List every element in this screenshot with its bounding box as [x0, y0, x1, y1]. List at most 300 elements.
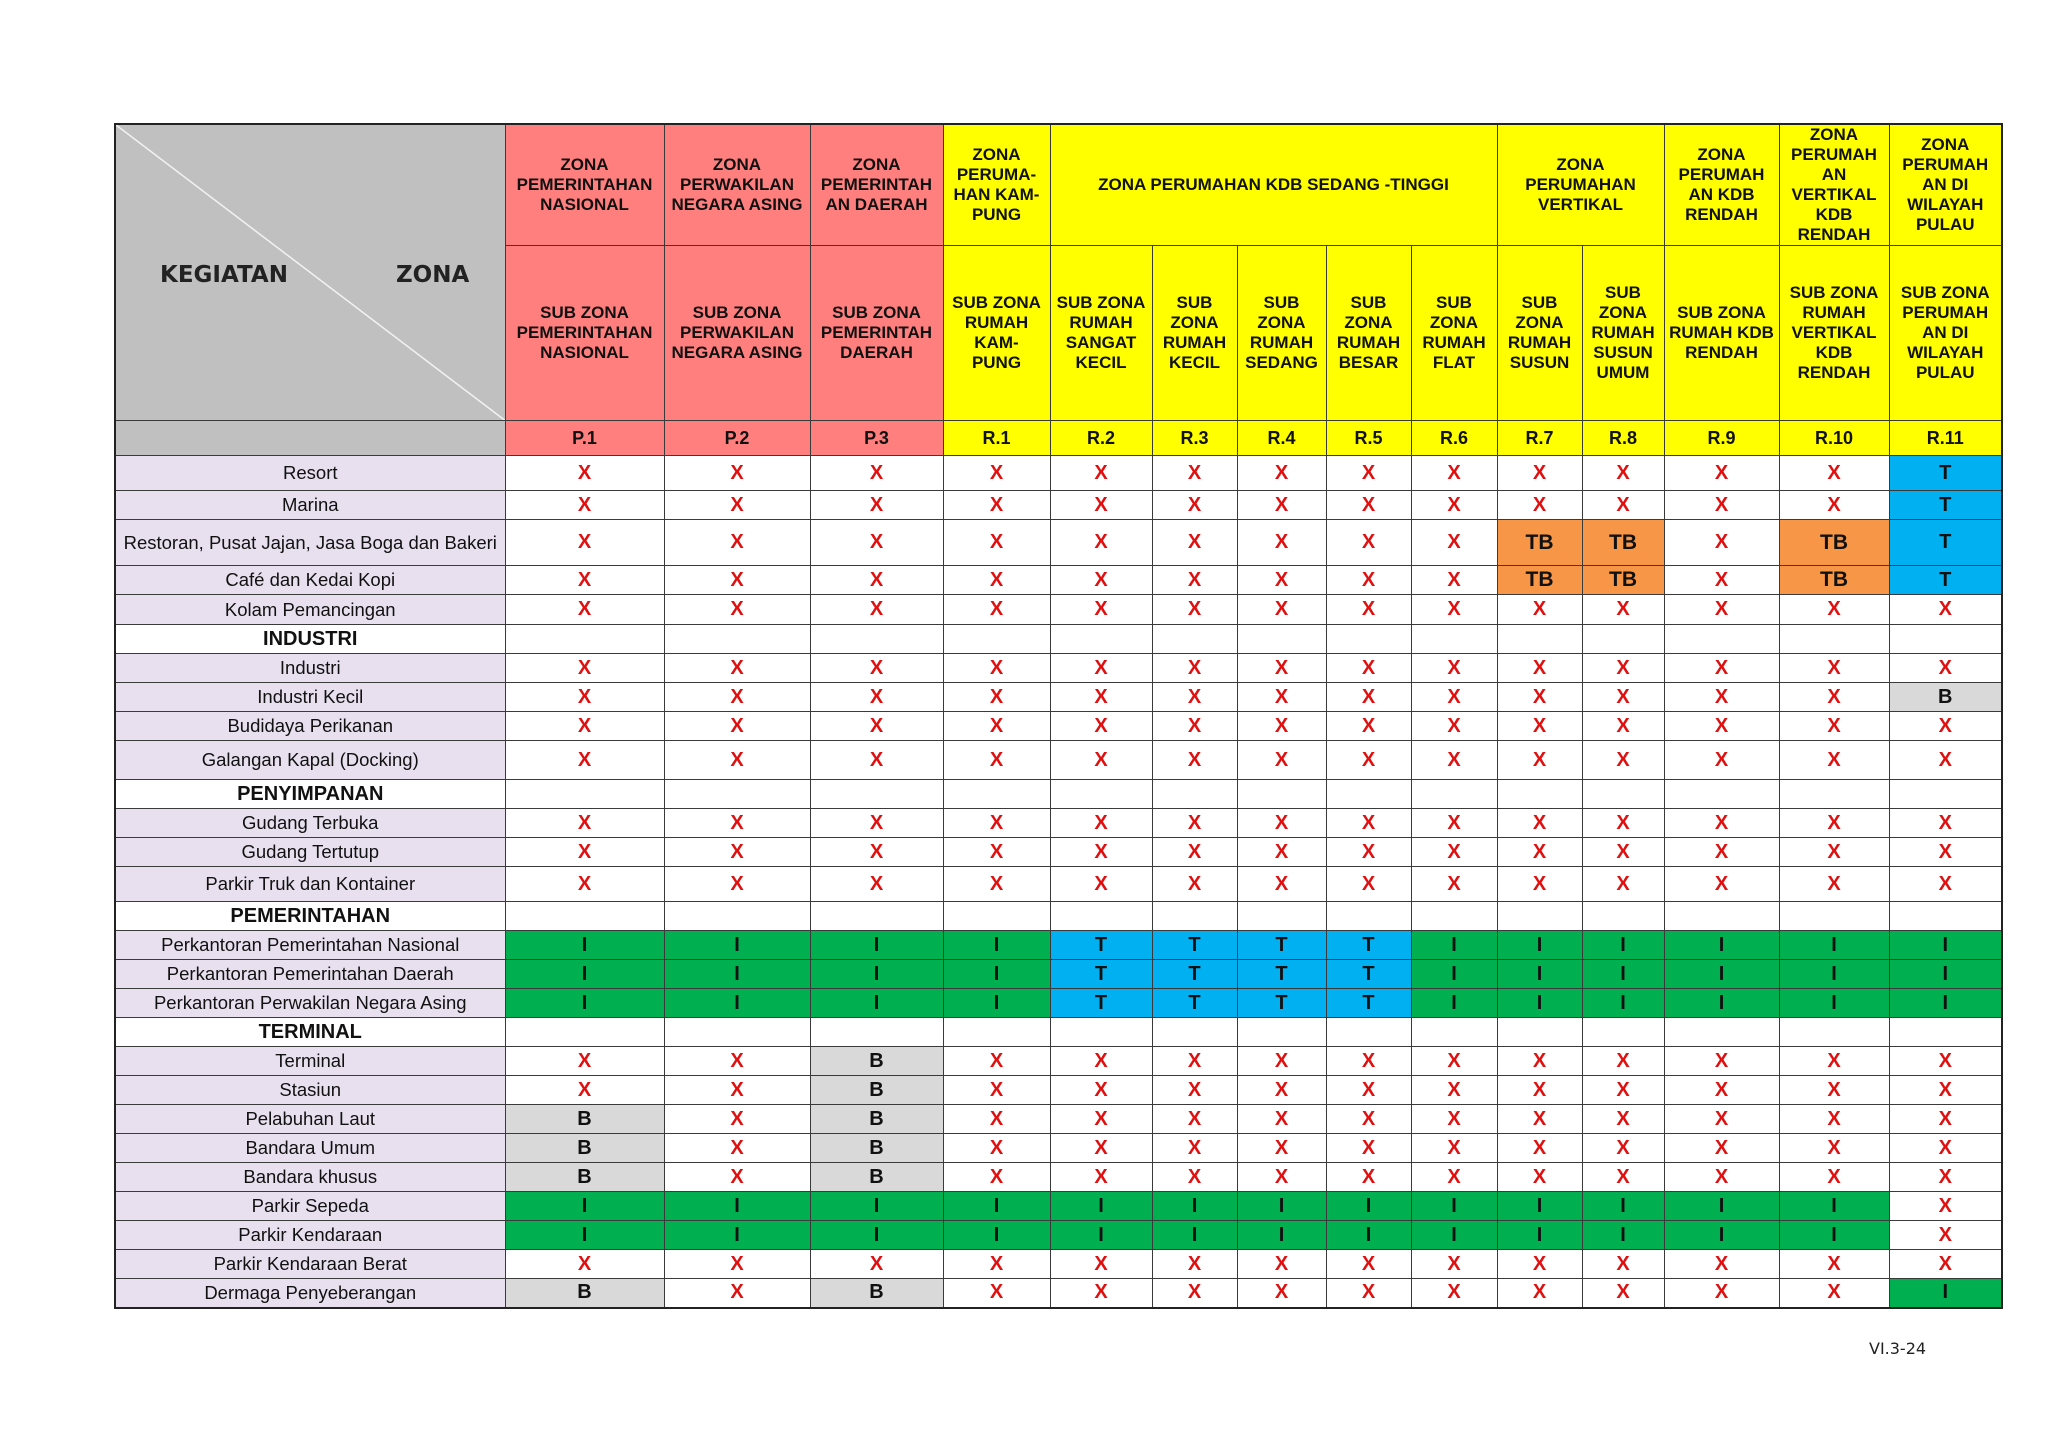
permission-cell: I	[1326, 1192, 1411, 1221]
empty-cell	[1326, 625, 1411, 654]
activity-label: Terminal	[115, 1047, 505, 1076]
permission-cell: X	[1326, 654, 1411, 683]
permission-cell: X	[1237, 1250, 1326, 1279]
permission-cell: I	[1497, 1221, 1582, 1250]
permission-cell: X	[1889, 838, 2002, 867]
permission-cell: X	[1497, 654, 1582, 683]
permission-cell: X	[505, 809, 664, 838]
permission-cell: X	[943, 838, 1050, 867]
permission-cell: X	[664, 712, 810, 741]
zone-group-header: ZONA PERUMAHAN VERTIKAL	[1497, 124, 1664, 246]
activity-label: Café dan Kedai Kopi	[115, 566, 505, 595]
activity-label: Parkir Kendaraan	[115, 1221, 505, 1250]
permission-cell: X	[1152, 1076, 1237, 1105]
activity-row	[115, 1076, 2002, 1105]
sub-zone-header: SUB ZONA RUMAH VERTIKAL KDB RENDAH	[1779, 246, 1889, 421]
permission-cell: X	[664, 867, 810, 902]
permission-cell: I	[505, 931, 664, 960]
empty-cell	[1779, 780, 1889, 809]
permission-cell: X	[1582, 491, 1664, 520]
permission-cell: I	[810, 960, 943, 989]
permission-cell: X	[1779, 1250, 1889, 1279]
activity-row	[115, 456, 2002, 491]
corner-label-zona: ZONA	[396, 262, 470, 288]
permission-cell: X	[1411, 654, 1497, 683]
permission-cell: X	[664, 456, 810, 491]
activity-row	[115, 1221, 2002, 1250]
permission-cell: I	[1889, 1279, 2002, 1308]
permission-cell: X	[810, 520, 943, 566]
permission-cell: X	[810, 491, 943, 520]
activity-row	[115, 867, 2002, 902]
activity-row	[115, 1163, 2002, 1192]
permission-cell: X	[1582, 595, 1664, 625]
permission-cell: X	[1582, 1105, 1664, 1134]
permission-cell: X	[1050, 1163, 1152, 1192]
permission-cell: X	[1889, 1221, 2002, 1250]
activity-label: Bandara khusus	[115, 1163, 505, 1192]
permission-cell: X	[1582, 1279, 1664, 1308]
permission-cell: I	[1411, 1221, 1497, 1250]
permission-cell: X	[1152, 741, 1237, 780]
category-row	[115, 780, 2002, 809]
permission-cell: I	[1582, 1221, 1664, 1250]
activity-label: Galangan Kapal (Docking)	[115, 741, 505, 780]
permission-cell: X	[1411, 741, 1497, 780]
permission-cell: X	[943, 1134, 1050, 1163]
permission-cell: I	[943, 1221, 1050, 1250]
permission-cell: X	[1497, 491, 1582, 520]
permission-cell: X	[1582, 1250, 1664, 1279]
permission-cell: X	[810, 838, 943, 867]
permission-cell: X	[1889, 595, 2002, 625]
permission-cell: X	[1497, 867, 1582, 902]
activity-row	[115, 1047, 2002, 1076]
permission-cell: X	[943, 712, 1050, 741]
permission-cell: X	[1497, 1279, 1582, 1308]
empty-cell	[1582, 1018, 1664, 1047]
empty-cell	[1497, 902, 1582, 931]
permission-cell: X	[1779, 867, 1889, 902]
empty-cell	[1497, 1018, 1582, 1047]
permission-cell: X	[1050, 712, 1152, 741]
permission-cell: X	[1497, 1134, 1582, 1163]
permission-cell: X	[1497, 838, 1582, 867]
empty-cell	[1411, 625, 1497, 654]
permission-cell: X	[1411, 595, 1497, 625]
permission-cell: I	[1582, 960, 1664, 989]
permission-cell: X	[1050, 1047, 1152, 1076]
permission-cell: X	[1152, 1163, 1237, 1192]
permission-cell: X	[505, 741, 664, 780]
permission-cell: X	[1411, 1250, 1497, 1279]
permission-cell: X	[1237, 1076, 1326, 1105]
permission-cell: X	[1411, 1047, 1497, 1076]
empty-cell	[943, 625, 1050, 654]
permission-cell: X	[505, 595, 664, 625]
permission-cell: X	[1411, 1105, 1497, 1134]
permission-cell: X	[1411, 566, 1497, 595]
permission-cell: B	[810, 1279, 943, 1308]
permission-cell: X	[664, 741, 810, 780]
permission-cell: X	[1779, 741, 1889, 780]
permission-cell: X	[664, 838, 810, 867]
permission-cell: I	[505, 1221, 664, 1250]
permission-cell: X	[1582, 1076, 1664, 1105]
permission-cell: X	[1411, 683, 1497, 712]
permission-cell: T	[1889, 520, 2002, 566]
permission-cell: X	[943, 595, 1050, 625]
permission-cell: X	[1326, 838, 1411, 867]
permission-cell: X	[1152, 1250, 1237, 1279]
permission-cell: X	[1779, 1105, 1889, 1134]
permission-cell: X	[1889, 1047, 2002, 1076]
permission-cell: X	[1152, 520, 1237, 566]
permission-cell: X	[1497, 683, 1582, 712]
permission-cell: X	[1152, 683, 1237, 712]
permission-cell: X	[943, 741, 1050, 780]
permission-cell: X	[1411, 1076, 1497, 1105]
permission-cell: T	[1326, 960, 1411, 989]
page-number: VI.3-24	[1869, 1339, 1927, 1358]
permission-cell: X	[1152, 1105, 1237, 1134]
permission-cell: I	[1664, 989, 1779, 1018]
activity-label: Marina	[115, 491, 505, 520]
permission-cell: I	[1326, 1221, 1411, 1250]
permission-cell: I	[810, 989, 943, 1018]
empty-cell	[943, 902, 1050, 931]
empty-cell	[810, 902, 943, 931]
permission-cell: X	[1664, 491, 1779, 520]
permission-cell: X	[1237, 1047, 1326, 1076]
empty-cell	[1326, 1018, 1411, 1047]
permission-cell: X	[943, 1076, 1050, 1105]
permission-cell: X	[1152, 1047, 1237, 1076]
permission-cell: I	[943, 989, 1050, 1018]
permission-cell: X	[1497, 809, 1582, 838]
permission-cell: TB	[1582, 520, 1664, 566]
empty-cell	[1889, 1018, 2002, 1047]
sub-zone-code: R.3	[1152, 421, 1237, 456]
empty-cell	[1237, 780, 1326, 809]
permission-cell: TB	[1779, 520, 1889, 566]
permission-cell: X	[1889, 712, 2002, 741]
category-label: PENYIMPANAN	[115, 780, 505, 809]
empty-cell	[1411, 780, 1497, 809]
permission-cell: X	[1326, 1105, 1411, 1134]
permission-cell: X	[1582, 741, 1664, 780]
permission-cell: I	[1497, 960, 1582, 989]
permission-cell: X	[1889, 1163, 2002, 1192]
permission-cell: X	[1237, 1163, 1326, 1192]
permission-cell: X	[1889, 867, 2002, 902]
permission-cell: T	[1152, 989, 1237, 1018]
permission-cell: X	[1050, 1076, 1152, 1105]
zone-group-header: ZONA PERUMAHAN KDB SEDANG -TINGGI	[1050, 124, 1497, 246]
permission-cell: X	[1664, 1279, 1779, 1308]
permission-cell: X	[1497, 456, 1582, 491]
permission-cell: B	[810, 1076, 943, 1105]
permission-cell: X	[1152, 654, 1237, 683]
empty-cell	[1582, 625, 1664, 654]
permission-cell: X	[810, 741, 943, 780]
permission-cell: I	[1582, 931, 1664, 960]
zone-group-header: ZONA PERUMAH AN KDB RENDAH	[1664, 124, 1779, 246]
permission-cell: X	[1779, 1076, 1889, 1105]
permission-cell: B	[810, 1134, 943, 1163]
empty-cell	[1050, 625, 1152, 654]
permission-cell: X	[1779, 838, 1889, 867]
permission-cell: I	[1779, 1192, 1889, 1221]
activity-label: Bandara Umum	[115, 1134, 505, 1163]
permission-cell: X	[1326, 1076, 1411, 1105]
permission-cell: X	[1779, 1134, 1889, 1163]
permission-cell: I	[1664, 1221, 1779, 1250]
activity-row	[115, 654, 2002, 683]
permission-cell: B	[1889, 683, 2002, 712]
permission-cell: T	[1889, 491, 2002, 520]
permission-cell: I	[1237, 1192, 1326, 1221]
permission-cell: X	[1050, 809, 1152, 838]
permission-cell: X	[1326, 683, 1411, 712]
permission-cell: X	[1497, 1105, 1582, 1134]
permission-cell: T	[1326, 931, 1411, 960]
sub-zone-code: P.3	[810, 421, 943, 456]
permission-cell: X	[1326, 595, 1411, 625]
activity-row	[115, 960, 2002, 989]
permission-cell: T	[1152, 960, 1237, 989]
permission-cell: X	[943, 566, 1050, 595]
permission-cell: I	[1411, 960, 1497, 989]
empty-cell	[943, 780, 1050, 809]
permission-cell: B	[505, 1105, 664, 1134]
empty-cell	[1152, 902, 1237, 931]
permission-cell: T	[1889, 456, 2002, 491]
permission-cell: X	[1237, 1279, 1326, 1308]
activity-row	[115, 1134, 2002, 1163]
sub-zone-code: R.2	[1050, 421, 1152, 456]
permission-cell: X	[1237, 1105, 1326, 1134]
sub-zone-header: SUB ZONA RUMAH SEDANG	[1237, 246, 1326, 421]
code-row-spacer	[115, 421, 505, 456]
permission-cell: X	[1152, 491, 1237, 520]
permission-cell: X	[1050, 595, 1152, 625]
empty-cell	[1664, 780, 1779, 809]
permission-cell: X	[1582, 456, 1664, 491]
sub-zone-code: R.11	[1889, 421, 2002, 456]
permission-cell: X	[664, 491, 810, 520]
sub-zone-header: SUB ZONA PERUMAH AN DI WILAYAH PULAU	[1889, 246, 2002, 421]
permission-cell: X	[1050, 654, 1152, 683]
permission-cell: I	[1664, 1192, 1779, 1221]
permission-cell: B	[810, 1047, 943, 1076]
permission-cell: X	[664, 654, 810, 683]
permission-cell: I	[1889, 931, 2002, 960]
sub-zone-code: R.7	[1497, 421, 1582, 456]
permission-cell: X	[1411, 456, 1497, 491]
permission-cell: X	[1664, 1163, 1779, 1192]
permission-cell: X	[1050, 683, 1152, 712]
zone-group-header: ZONA PERWAKILAN NEGARA ASING	[664, 124, 810, 246]
permission-cell: X	[1664, 595, 1779, 625]
permission-cell: X	[1664, 566, 1779, 595]
permission-cell: X	[1411, 1163, 1497, 1192]
permission-cell: X	[1237, 741, 1326, 780]
permission-cell: X	[1326, 566, 1411, 595]
permission-cell: I	[1152, 1192, 1237, 1221]
permission-cell: X	[1664, 1134, 1779, 1163]
empty-cell	[505, 780, 664, 809]
permission-cell: X	[664, 1105, 810, 1134]
permission-cell: I	[810, 1221, 943, 1250]
empty-cell	[1152, 1018, 1237, 1047]
empty-cell	[1152, 780, 1237, 809]
permission-cell: X	[505, 712, 664, 741]
permission-cell: X	[1664, 654, 1779, 683]
activity-row	[115, 1250, 2002, 1279]
sub-zone-code: R.9	[1664, 421, 1779, 456]
permission-cell: X	[1889, 809, 2002, 838]
sub-zone-code: P.2	[664, 421, 810, 456]
zone-group-header: ZONA PERUMAH AN VERTIKAL KDB RENDAH	[1779, 124, 1889, 246]
permission-cell: X	[1237, 595, 1326, 625]
permission-cell: X	[505, 838, 664, 867]
sub-zone-header: SUB ZONA RUMAH KDB RENDAH	[1664, 246, 1779, 421]
header-row-codes	[115, 421, 2002, 456]
sub-zone-header: SUB ZONA RUMAH SUSUN	[1497, 246, 1582, 421]
empty-cell	[1326, 780, 1411, 809]
permission-cell: X	[1411, 520, 1497, 566]
permission-cell: X	[810, 809, 943, 838]
empty-cell	[664, 780, 810, 809]
permission-cell: I	[1779, 989, 1889, 1018]
sub-zone-code: R.8	[1582, 421, 1664, 456]
permission-cell: X	[1582, 867, 1664, 902]
permission-cell: B	[810, 1105, 943, 1134]
permission-cell: X	[505, 683, 664, 712]
activity-label: Dermaga Penyeberangan	[115, 1279, 505, 1308]
permission-cell: X	[1411, 867, 1497, 902]
category-row	[115, 1018, 2002, 1047]
permission-cell: I	[1779, 960, 1889, 989]
permission-cell: X	[664, 595, 810, 625]
permission-cell: X	[505, 1250, 664, 1279]
permission-cell: X	[664, 683, 810, 712]
permission-cell: X	[1779, 654, 1889, 683]
permission-cell: X	[810, 683, 943, 712]
permission-cell: X	[1664, 520, 1779, 566]
activity-row	[115, 712, 2002, 741]
empty-cell	[1582, 902, 1664, 931]
permission-cell: X	[1889, 1105, 2002, 1134]
empty-cell	[1889, 625, 2002, 654]
permission-cell: X	[1497, 595, 1582, 625]
permission-cell: I	[943, 960, 1050, 989]
permission-cell: T	[1050, 931, 1152, 960]
permission-cell: X	[505, 566, 664, 595]
permission-cell: X	[1497, 1163, 1582, 1192]
empty-cell	[810, 625, 943, 654]
permission-cell: X	[1664, 838, 1779, 867]
activity-label: Industri Kecil	[115, 683, 505, 712]
permission-cell: X	[1326, 712, 1411, 741]
permission-cell: I	[1411, 989, 1497, 1018]
permission-cell: T	[1889, 566, 2002, 595]
activity-row	[115, 491, 2002, 520]
sub-zone-header: SUB ZONA RUMAH KAM- PUNG	[943, 246, 1050, 421]
permission-cell: X	[505, 1076, 664, 1105]
empty-cell	[1411, 902, 1497, 931]
permission-cell: X	[1326, 809, 1411, 838]
permission-cell: X	[1152, 712, 1237, 741]
permission-cell: X	[943, 520, 1050, 566]
permission-cell: X	[1326, 1134, 1411, 1163]
permission-cell: T	[1237, 931, 1326, 960]
permission-cell: X	[664, 1076, 810, 1105]
permission-cell: X	[1779, 712, 1889, 741]
permission-cell: T	[1237, 989, 1326, 1018]
permission-cell: X	[943, 1047, 1050, 1076]
permission-cell: X	[1050, 1105, 1152, 1134]
permission-cell: X	[1152, 566, 1237, 595]
zone-group-header: ZONA PERUMA- HAN KAM- PUNG	[943, 124, 1050, 246]
permission-cell: X	[1582, 838, 1664, 867]
permission-cell: X	[1326, 741, 1411, 780]
activity-label: Perkantoran Pemerintahan Nasional	[115, 931, 505, 960]
permission-cell: X	[1582, 1047, 1664, 1076]
permission-cell: X	[1664, 712, 1779, 741]
permission-cell: X	[1582, 683, 1664, 712]
permission-cell: X	[1050, 867, 1152, 902]
permission-cell: I	[1152, 1221, 1237, 1250]
header-row-zones	[115, 124, 2002, 246]
permission-cell: X	[810, 456, 943, 491]
activity-label: Budidaya Perikanan	[115, 712, 505, 741]
permission-cell: X	[1237, 491, 1326, 520]
activity-row	[115, 989, 2002, 1018]
sub-zone-code: R.10	[1779, 421, 1889, 456]
permission-cell: X	[1779, 456, 1889, 491]
permission-cell: X	[664, 1279, 810, 1308]
permission-cell: I	[664, 960, 810, 989]
permission-cell: X	[664, 1134, 810, 1163]
empty-cell	[1889, 780, 2002, 809]
activity-row	[115, 1105, 2002, 1134]
permission-cell: X	[1497, 712, 1582, 741]
category-label: INDUSTRI	[115, 625, 505, 654]
permission-cell: I	[1411, 931, 1497, 960]
activity-row	[115, 595, 2002, 625]
permission-cell: X	[1664, 1076, 1779, 1105]
empty-cell	[1664, 625, 1779, 654]
permission-cell: X	[1152, 809, 1237, 838]
permission-cell: X	[1237, 809, 1326, 838]
permission-cell: X	[1237, 867, 1326, 902]
permission-cell: X	[1664, 1250, 1779, 1279]
permission-cell: X	[810, 595, 943, 625]
permission-cell: I	[1779, 931, 1889, 960]
permission-cell: X	[1582, 1134, 1664, 1163]
activity-label: Parkir Kendaraan Berat	[115, 1250, 505, 1279]
permission-cell: X	[1326, 1163, 1411, 1192]
activity-label: Stasiun	[115, 1076, 505, 1105]
empty-cell	[1779, 625, 1889, 654]
sub-zone-code: R.1	[943, 421, 1050, 456]
permission-cell: X	[1664, 1047, 1779, 1076]
category-row	[115, 902, 2002, 931]
permission-cell: X	[1889, 1076, 2002, 1105]
permission-cell: I	[1497, 1192, 1582, 1221]
